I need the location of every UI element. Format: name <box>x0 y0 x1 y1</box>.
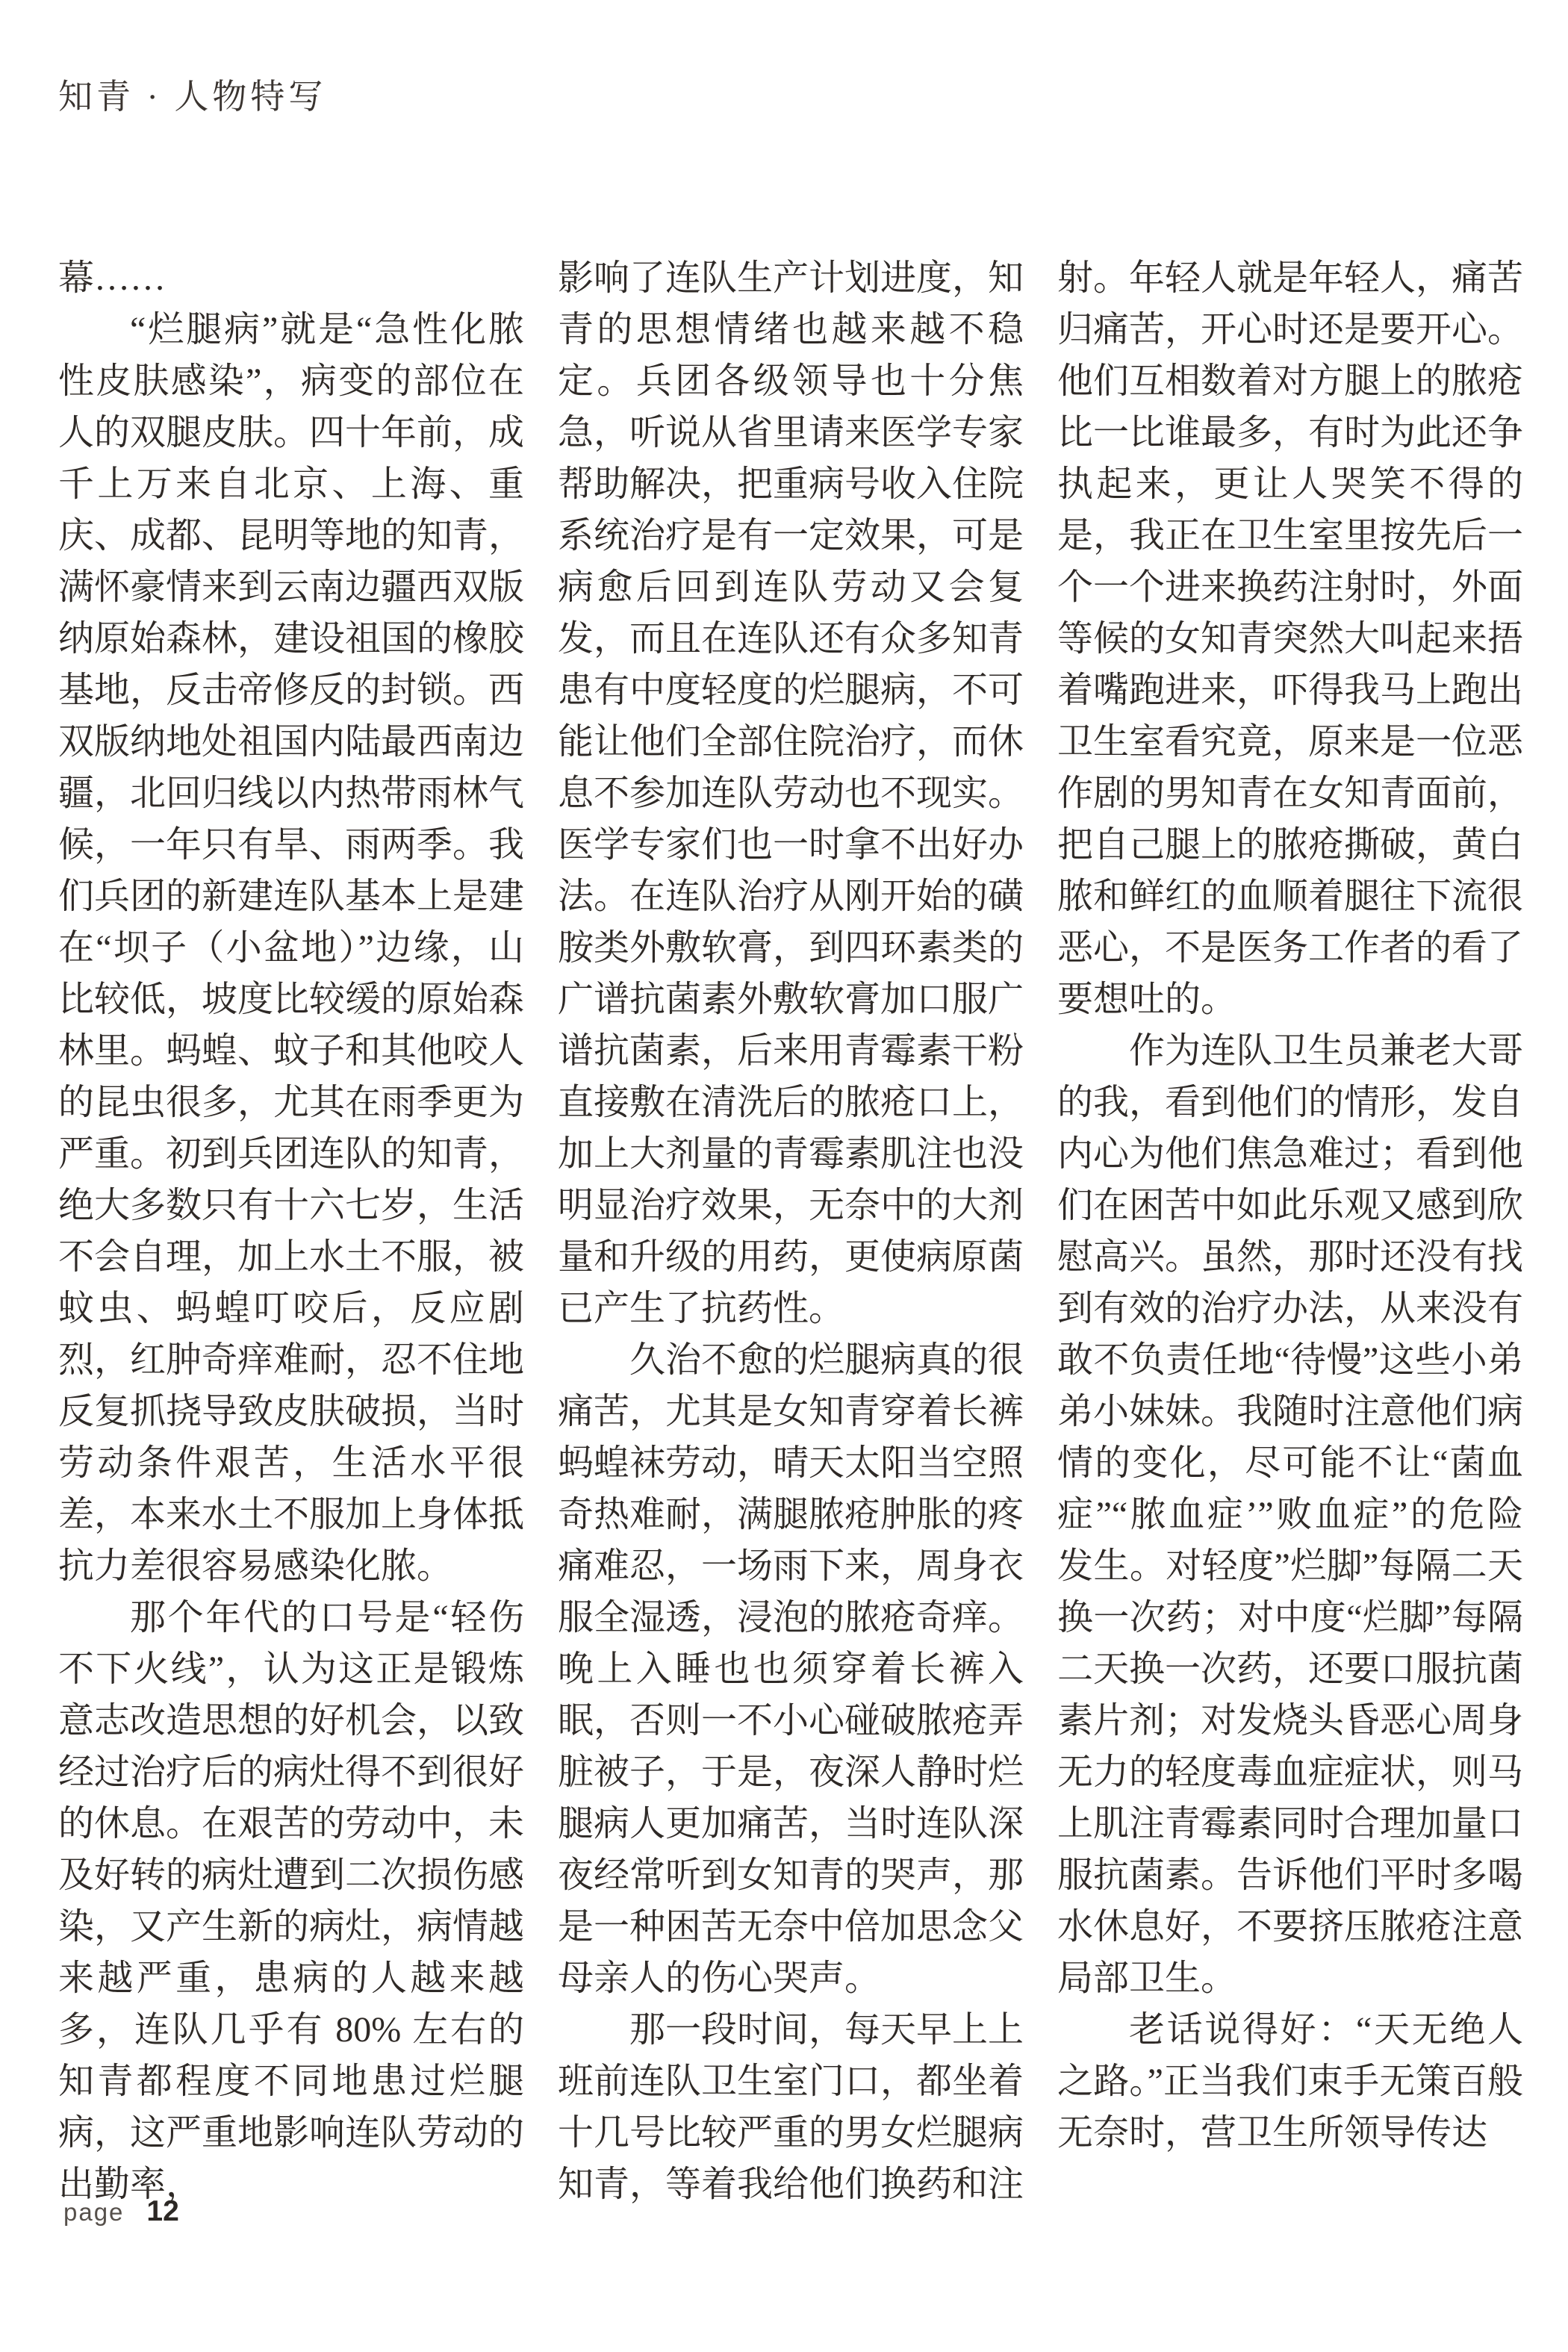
paragraph-segment: 影响了连队生产计划进度，知青的思想情绪也越来越不稳定。兵团各级领导也十分焦急，听说从省里请来医学专家帮助解决，把重病号收入住院系统治疗是有一定效果，可是病愈后回到连队劳动又会复发，而且在连队还有众多知青患有中度轻度的烂腿病，不可能让他们全部住院治疗，而休息不参加连队劳动也不现实。医学专家们也一时拿不出好办法。在连队治疗从刚开始的磺胺类外敷软膏，到四环素类的广谱抗菌素外敷软膏加口服广谱抗菌素，后来用青霉素干粉直接敷在清洗后的脓疮口上，加上大剂量的青霉素肌注也没明显治疗效果，无奈中的大剂量和升级的用药，更使病原菌已产生了抗药性。 <box>558 258 1024 1328</box>
article-body <box>58 252 1523 2210</box>
paragraph-segment: 老话说得好：“天无绝人之路。”正当我们束手无策百般无奈时，营卫生所领导传达 <box>1057 2010 1523 2153</box>
text-column-2 <box>558 252 1024 2210</box>
paragraph-segment: 那一段时间，每天早上上班前连队卫生室门口，都坐着十几号比较严重的男女烂腿病知青，等着我给他们换药和注 <box>558 2010 1024 2204</box>
page-label: page <box>63 2198 125 2226</box>
text-column-3 <box>1057 252 1523 2210</box>
text-column-1 <box>58 252 524 2210</box>
page-footer <box>63 2195 179 2228</box>
paragraph-segment: “烂腿病”就是“急性化脓性皮肤感染”，病变的部位在人的双腿皮肤。四十年前，成千上万来自北京、上海、重庆、成都、昆明等地的知青，满怀豪情来到云南边疆西双版纳原始森林，建设祖国的橡胶基地，反击帝修反的封锁。西双版纳地处祖国内陆最西南边疆，北回归线以内热带雨林气候，一年只有旱、雨两季。我们兵团的新建连队基本上是建在“坝子（小盆地）”边缘，山比较低，坡度比较缓的原始森林里。蚂蝗、蚊子和其他咬人的昆虫很多，尤其在雨季更为严重。初到兵团连队的知青，绝大多数只有十六七岁，生活不会自理，加上水土不服，被蚊虫、蚂蝗叮咬后，反应剧烈，红肿奇痒难耐，忍不住地反复抓挠导致皮肤破损，当时劳动条件艰苦，生活水平很差，本来水土不服加上身体抵抗力差很容易感染化脓。 <box>58 310 524 1586</box>
section-header: 知青 · 人物特写 <box>58 78 327 116</box>
paragraph-segment: 作为连队卫生员兼老大哥的我，看到他们的情形，发自内心为他们焦急难过；看到他们在困苦中如此乐观又感到欣慰高兴。虽然，那时还没有找到有效的治疗办法，从来没有敢不负责任地“待慢”这些小弟弟小妹妹。我随时注意他们病情的变化，尽可能不让“菌血症”“脓血症’”败血症”的危险发生。对轻度”烂脚”每隔二天换一次药；对中度“烂脚”每隔二天换一次药，还要口服抗菌素片剂；对发烧头昏恶心周身无力的轻度毒血症症状，则马上肌注青霉素同时合理加量口服抗菌素。告诉他们平时多喝水休息好，不要挤压脓疮注意局部卫生。 <box>1057 1031 1523 1998</box>
page-number: 12 <box>146 2195 179 2227</box>
paragraph-segment: 那个年代的口号是“轻伤不下火线”，认为这正是锻炼意志改造思想的好机会，以致经过治疗后的病灶得不到很好的休息。在艰苦的劳动中，未及好转的病灶遭到二次损伤感染，又产生新的病灶，病情越来越严重，患病的人越来越多，连队几乎有 80% 左右的知青都程度不同地患过烂腿病，这严重地影响连队劳动的出勤率， <box>58 1598 524 2204</box>
paragraph-segment: 幕…… <box>58 258 167 298</box>
paragraph-segment: 射。年轻人就是年轻人，痛苦归痛苦，开心时还是要开心。他们互相数着对方腿上的脓疮比一比谁最多，有时为此还争执起来，更让人哭笑不得的是，我正在卫生室里按先后一个一个进来换药注射时，外面等候的女知青突然大叫起来捂着嘴跑进来，吓得我马上跑出卫生室看究竟，原来是一位恶作剧的男知青在女知青面前，把自己腿上的脓疮撕破，黄白脓和鲜红的血顺着腿往下流很恶心，不是医务工作者的看了要想吐的。 <box>1057 258 1523 1019</box>
paragraph-segment: 久治不愈的烂腿病真的很痛苦，尤其是女知青穿着长裤蚂蝗袜劳动，晴天太阳当空照奇热难耐，满腿脓疮肿胀的疼痛难忍，一场雨下来，周身衣服全湿透，浸泡的脓疮奇痒。晚上入睡也也须穿着长裤入眠，否则一不小心碰破脓疮弄脏被子，于是，夜深人静时烂腿病人更加痛苦，当时连队深夜经常听到女知青的哭声，那是一种困苦无奈中倍加思念父母亲人的伤心哭声。 <box>558 1340 1024 1998</box>
